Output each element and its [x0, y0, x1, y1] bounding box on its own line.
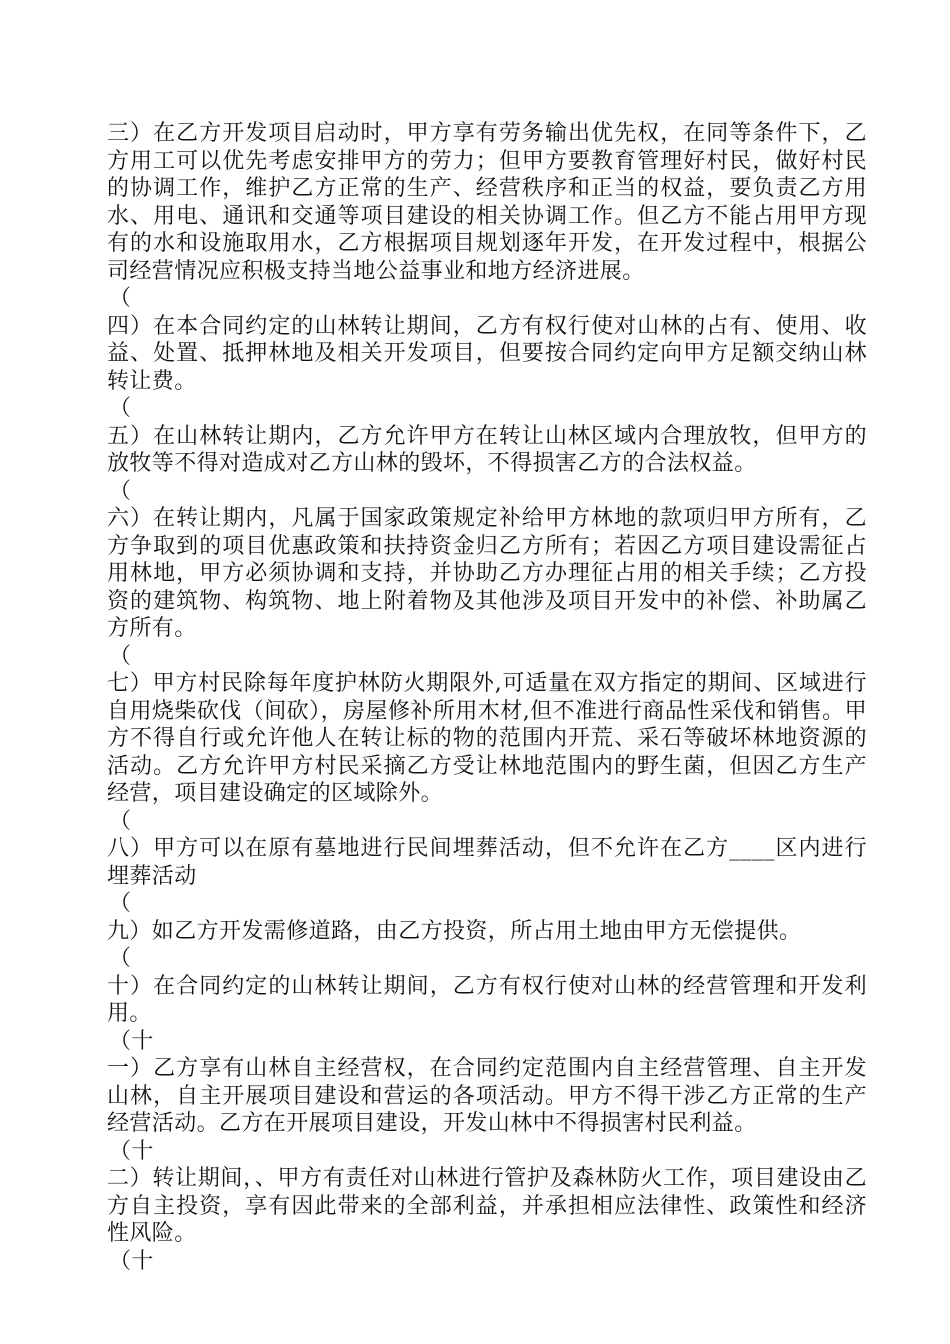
clause-11: 一）乙方享有山林自主经营权，在合同约定范围内自主经营管理、自主开发山林，自主开展项目建设和营运的各项活动。甲方不得干涉乙方正常的生产经营活动。乙方在开展项目建设，开发山林中不得损害村民利益。 [107, 1056, 867, 1136]
clause-marker: （十 [109, 1248, 154, 1274]
clause-marker: （十 [109, 1028, 154, 1054]
clause-10: 十）在合同约定的山林转让期间，乙方有权行使对山林的经营管理和开发利用。 [107, 973, 867, 1026]
clause-marker: （ [109, 643, 132, 669]
clause-marker: （ [109, 478, 132, 504]
clause-5: 五）在山林转让期内，乙方允许甲方在转让山林区域内合理放牧，但甲方的放牧等不得对造成对乙方山林的毁坏，不得损害乙方的合法权益。 [107, 423, 867, 476]
clause-marker: （ [109, 808, 132, 834]
clause-3: 三）在乙方开发项目启动时，甲方享有劳务输出优先权，在同等条件下，乙方用工可以优先考虑安排甲方的劳力；但甲方要教育管理好村民，做好村民的协调工作，维护乙方正常的生产、经营秩序和正当的权益，要负责乙方用水、用电、通讯和交通等项目建设的相关协调工作。但乙方不能占用甲方现有的水和设施取用水，乙方根据项目规划逐年开发，在开发过程中，根据公司经营情况应积极支持当地公益事业和地方经济进展。 [107, 121, 867, 284]
clause-4: 四）在本合同约定的山林转让期间，乙方有权行使对山林的占有、使用、收益、处置、抵押林地及相关开发项目，但要按合同约定向甲方足额交纳山林转让费。 [107, 313, 867, 394]
contract-body [107, 120, 867, 1275]
clause-8: 八）甲方可以在原有墓地进行民间埋葬活动，但不允许在乙方____区内进行埋葬活动 [107, 836, 867, 889]
clause-7: 七）甲方村民除每年度护林防火期限外,可适量在双方指定的期间、区域进行自用烧柴砍伐（间砍），房屋修补所用木材,但不准进行商品性采伐和销售。甲方不得自行或允许他人在转让标的物的范围内开荒、采石等破坏林地资源的活动。乙方允许甲方村民采摘乙方受让林地范围内的野生菌，但因乙方生产经营，项目建设确定的区域除外。 [107, 671, 867, 806]
clause-marker: （ [109, 891, 132, 916]
clause-marker: （十 [109, 1138, 154, 1164]
clause-marker: （ [109, 396, 132, 421]
clause-9: 九）如乙方开发需修道路，由乙方投资，所占用土地由甲方无偿提供。 [107, 918, 802, 944]
clause-marker: （ [109, 286, 132, 311]
clause-6: 六）在转让期内，凡属于国家政策规定补给甲方林地的款项归甲方所有，乙方争取到的项目优惠政策和扶持资金归乙方所有；若因乙方项目建设需征占用林地，甲方必须协调和支持，并协助乙方办理征占用的相关手续；乙方投资的建筑物、构筑物、地上附着物及其他涉及项目开发中的补偿、补助属乙方所有。 [107, 506, 867, 641]
clause-12: 二）转让期间，、甲方有责任对山林进行管护及森林防火工作，项目建设由乙方自主投资，享有因此带来的全部利益，并承担相应法律性、政策性和经济性风险。 [107, 1166, 867, 1246]
clause-marker: （ [109, 946, 132, 971]
